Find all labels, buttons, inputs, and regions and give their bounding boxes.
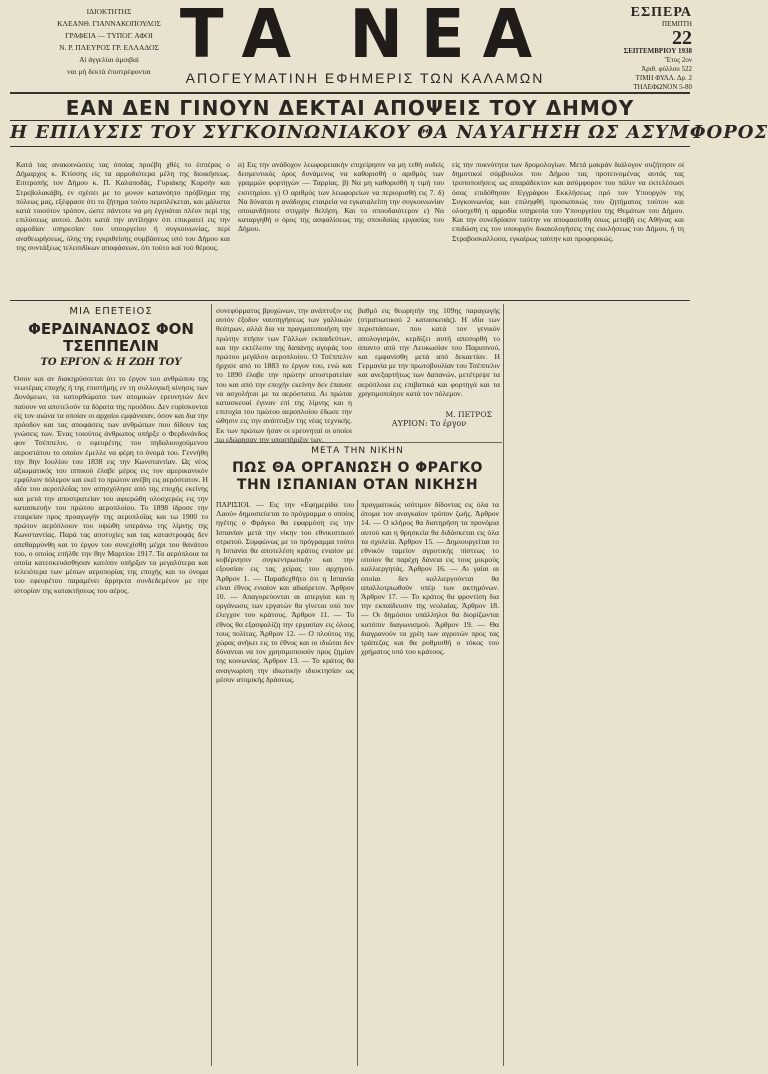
franco-kicker: ΜΕΤΑ ΤΗΝ ΝΙΚΗΝ xyxy=(311,446,404,456)
newspaper-title: ΤΑ ΝΕΑ xyxy=(179,0,551,74)
headline-rule xyxy=(10,120,690,121)
franco-column-2: πραγματικώς ισότιμον δίδοντας εις όλα τα άτομα τον αναγκαίον τρόπον ζωής. Άρθρον 14. — Ο κλήρος θα διατηρήση τα προνόμια αυτού και η θρησκεία θα διδάσκεται εις όλα τα σχολεία. Άρθρον 15. — Δημιουργείται το εθνικόν ταμείον αγροτικής πίστεως το οποίον θα παρέχη δάνεια εις τους μικρούς καλλιεργητάς. Άρθρον 16. — Αι γαίαι αι οποίαι δεν καλλιεργούνται θα απαλλοτριωθούν υπέρ των ακτημόνων. Άρθρον 17. — Το κράτος θα φροντίση δια την εκπαίδευσιν της νεολαίας. Άρθρον 18. — Οι δημόσιοι υπάλληλοι θα διορίζωνται κατόπιν διαγωνισμού. Άρθρον 19. — Θα διαγρανούν τα χρέη των αγροτών προς τας τράπεζας και θα ρυθμισθή ο τόκος του χρήματος υπό του κράτους. xyxy=(361,500,499,657)
lead-column-1: Κατά τας ανακοινώσεις τας όποίας προέβη χθές το έσπέρας ο Δήμαρχος κ. Κτίσσης είς τα αρμοδιότερα μέλη της διοικήσεως. Επιτροπής τον Δήμου κ. Π. Καλαποδάς, Γυριάκης Κορσήν και Στρεβολακάβη, εν σχέσει με το μονον κατανόητο πρόβλημα της πόλεως μας, εξέφρασε ότι το ζήτημα τούτο περιπλέκεται, και μάλιστα κατά τοιούτον τρόπον, ώστε πάντοτε να μη έγγυάται πλέον περί της επιλύσεως αυτού. Διότι κατά την αντίληψιν ότι επικρατεί εις την αρμοδίαν υπηρεσίαν του υπουργείου ή συγκοινωνίας, περί αναθεωρήσεως, όλης της εγκριθείσης συμβάσεως υπό του Δήμου και της συντάξεως τελεσιδίκων αποφάσεων, ότι τούτο καί τού θέρους. xyxy=(16,160,230,252)
owner-name: ΚΛΕΑΝΘ. ΓΙΑΝΝΑΚΟΠΟΥΛΟΣ xyxy=(57,19,161,28)
sub-headline: Η ΕΠΙΛΥΣΙΣ ΤΟΥ ΣΥΓΚΟΙΝΩΝΙΑΚΟΥ ΘΑ ΝΑΥΑΓΗΣΗ ΩΣ ΑΣΥΜΦΟΡΟΣ xyxy=(10,122,768,143)
issue-day: 22 xyxy=(672,27,692,49)
zeppelin-kicker: ΜΙΑ ΕΠΕΤΕΙΟΣ xyxy=(69,306,153,317)
weekday: ΠΕΜΠΤΗ xyxy=(662,20,692,28)
column-divider-1 xyxy=(211,304,212,1066)
zeppelin-body: Όσον και αν διακηρύσσεται ότι το έργον του ανθρώπου της νεωτέρας εποχής ή της επιστήμης εν τη συλλογική κίνησις των Δυνάμεων, τα κατορθώματα των ατομικών ερευνητών δεν παύουν να αποτελούν τα δόρατα της προόδου. Δεν ευρίσκονται είς τον αιώνα τα οποίαν οι αρχαίοι εμφάνισαν, όσον και δια την πρόοδον και τας αποφάσεις των ανθρώπων που δίδουν τας γνώσεις των. Ένας τοιούτος άνθρωπος υπήρξε ο Φερδινάνδος φον Τσέππελιν, ο εφευρέτης του πηδαλιουχούμενου αεροστάτου το οποίον έμελλε να φέρη το όνομά του. Γεννήθη την 8ην Ιουλίου του 1838 εις την Κωνσταντίαν. Ως νέος αξιωματικός του ιππικού έλαβε μέρος εις τον αμερικανικόν εμφύλιον πόλεμον και εκεί το πρώτον ανέβη εις αερόστατον. Η ιδέα του αεροπλοΐας τον απησχόλησε από της εποχής εκείνης και μετά την αποστρατείαν του αφιερώθη ολοσχερώς εις την κατασκευήν του πρώτου αεροπλοίου. Το 1898 ίδρυσε την εταιρείαν προς προαγωγήν της αεροπλοΐας και τω 1900 το πρώτον αερόπλοιον του υψώθη υπεράνω της λίμνης της Κωνσταντίας. Παρά τας αποτυχίες και τας καταστροφάς δεν απεθαρρύνθη και το έργον του συνεχίσθη μέχρι του θανάτου του, ο οποίος επήλθε την 8ην Μαρτίου 1917. Τα αερόπλοια τα οποία κατεσκευάσθησαν κατόπιν υπήρξαν τα μεγαλύτερα και τελειότερα των μέσων αεροπορίας της εποχής και το όνομα του εφευρέτου παραμένει άρρηκτα συνδεδεμένον με την ιστορίαν της κατακτήσεως του αέρος. xyxy=(14,374,208,595)
price: ΤΙΜΗ ΦΥΛΛ. Δρ. 2 xyxy=(635,74,692,82)
lead-bottom-rule xyxy=(10,300,690,301)
masthead xyxy=(0,0,700,90)
phone: ΤΗΛΕΦΩΝΟΝ 5-80 xyxy=(633,83,692,91)
lead-column-2: α) Εις την ανάδοχον λεωφορειακήν επιχείρησιν να μη τεθή ουδείς δεσμευτικός όρος δυνάμενος να καθορισθή ο αριθμός των γραμμών φορτηγών — Ταρρίας. β) Να μη καθορισθή η τιμή του εισιτηρίου. γ) Ο αριθμός των λεωφορείων να περιορισθή εις 7. δ) Να δύναται η ανάδοχος εταιρεία να εγκαταλείπη την συγκοινωνίαν οποιανδήποτε στιγμήν θελήση. Και το σπουδαιότερον ε) Να καταργηθή ο όρος της ασφαλίσεως της σπουδαίας εργασίας του Δήμου. xyxy=(238,160,444,234)
epikairon-placeholder xyxy=(507,304,685,1066)
offices-line: ΓΡΑΦΕΙΑ — ΤΥΠΟΓ. ΑΦΟΙ xyxy=(65,31,153,40)
column-divider-2 xyxy=(357,500,358,1066)
zeppelin-article xyxy=(14,304,208,1066)
zeppelin-continuation-2 xyxy=(358,306,500,438)
lead-column-3: είς την πυκνότητα των δρομολογίων. Μετά μακράν διάλογον συζήτησιν οί δημοτικοί σύμβουλοι του Δήμου τας προτεινομένας αυτάς τας τροποποιήσεις ως απαράδεκτον και ασύμφορον του πάλιν να εκτελέσωσι όσας επιδόθησαν Εγγράφου Εκκλήσεως πρό τον Υπουργόν της Συγκοινωνίας και επιληφθή προσωπικώς του ζητήματος τούτου και ολοσχεθή η αρμοδία υπηρεσία του Υπουργείου της Θεμάτων του Δήμου. Και την συνεδρίασιν ταύτην να αποφασίσθη όπως μεταβή εις Αθήνας και επιδώση εις τον υπουργόν δικαιολογήσεις της εκκλήσεως του Δήμου, ή τη Στραβοσκαλλοσα, εγκαίρως ταύτην και προφορικώς. xyxy=(452,160,684,243)
issue-number: Ἀριθ. φύλλου 522 xyxy=(641,65,692,73)
main-headline: ΕΑΝ ΔΕΝ ΓΙΝΟΥΝ ΔΕΚΤΑΙ ΑΠΟΨΕΙΣ ΤΟΥ ΔΗΜΟΥ xyxy=(65,96,635,120)
zeppelin-continuation-1: συνεφύρματος βρυχώνων, την ανάπτυξιν εις αυτόν έξοδον ναυπηγήσεως των γαλλικών θεάτρων, αλλά δια να πραγματοποιήση την πρώτην πτήσιν των Γάλλων εκπαιδεύτων, και την εκτέλεσιν της δαπάνης αγοράς του πρώτου μεγάλου αεροπλοίου. Ο Τσέππελιν ήρχισε από το 1883 το έργον του, ενώ και το 1890 έλαβε την πρώτην αποστρατείαν του και από την εποχήν εκείνην δεν έπαυσε να ασχολήται με τα αερόστατα. Αι πρώται κατασκευαί έγιναν επί της λίμνης και η επιτυχία του πρώτου αεροπλοίου έδωσε την ώθησιν εις την ανάπτυξιν της νέας τεχνικής. Εκ των πρώτων ήσαν οι ερευνηταί οι οποίοι τω εδώρησαν την υποστήριξιν των. xyxy=(216,306,352,444)
edition-label: ΕΣΠΕΡΑ xyxy=(630,5,692,20)
masthead-rule xyxy=(10,92,690,94)
notice-line-2: ναι μὴ δεκτὰ ἐπιστρέφονται xyxy=(67,67,151,76)
masthead-right-info xyxy=(542,6,692,92)
tomorrow-note: ΑΥΡΙΟΝ: Το έργον xyxy=(391,419,467,428)
article-signature: Μ. ΠΕΤΡΟΣ xyxy=(445,410,492,419)
center-article-top-rule xyxy=(214,442,502,443)
franco-column-1: ΠΑΡΙΣΙΟΙ. — Εις την «Εφημερίδα του Λαού» δημοσιεύεται το πρόγραμμα ο οποίος ηγέτης ο Φράγκο θα εφαρμόση εις την Ισπανίαν μετά την νίκην του εθνικιστικού στρατού. Συμφώνως με το πρόγραμμα τούτο η Ισπανία θα αποτελέση κράτος ενιαίον με κυβέρνησιν συγκεντρωτικήν και την εξουσίαν εις τας χείρας του αρχηγού. Άρθρον 1. — Παραδεχθήτο ότι η Ισπανία είναι έθνος ενιαίον και αδιαίρετον. Άρθρον 10. — Απαγορεύονται αι απεργίαι και η οργάνωσις των εργατών θα γίνεται υπό τον έλεγχον του κράτους. Άρθρον 11. — Το έθνος θα εξασφαλίζη την εργασίαν εις όλους τους πολίτας. Άρθρον 12. — Ο πλούτος της χώρας ανήκει εις το έθνος και οι ιδιώται δεν δύνανται να τον χρησιμοποιούν προς ζημίαν της κοινωνίας. Άρθρον 13. — Το κράτος θα αναγνωρίση την ιδιωτικήν ιδιοκτησίαν ως μέσον ατομικής δράσεως. xyxy=(216,500,354,684)
sub-headline-rule xyxy=(10,146,690,147)
zeppelin-continuation-body: βαθμό εις θεωρητήν της 109ης παραγωγής (στρατιωτικού 2 κατασκευάς). Η ιδία των περιστάσεων, που κατά τον γενικόν απολογισμόν, κερδίζει αυτή απεσυρθή το άπαντο από την Λευκωσίαν του Παρισινού, και εμφανίσθη μετά από δεκαετίαν. Η Γερμανία με την πρωτοβουλίαν του Τσέππελιν και ανεξαρτήτως των δαπανών, μετέτρεψε τα αερόπλοια εις επιβατικά και φορτηγά και τα χρησιμοποίησε κατά τον πόλεμον. xyxy=(358,306,500,398)
year-label: Ἔτος 2ον xyxy=(664,56,692,64)
owner-label: ΙΔΙΟΚΤΗΤΗΣ xyxy=(86,7,132,16)
zeppelin-subtitle: ΤΟ ΕΡΓΟΝ & Η ΖΩΗ ΤΟΥ xyxy=(40,357,182,368)
notice-line-1: Αἱ ἀγγελίαι ἀμοιβαί xyxy=(79,55,139,64)
zeppelin-title: ΦΕΡΔΙΝΑΝΔΟΣ ΦΟΝ ΤΣΕΠΠΕΛΙΝ xyxy=(28,320,194,355)
franco-title: ΠΩΣ ΘΑ ΟΡΓΑΝΩΣΗ Ο ΦΡΑΓΚΟ ΤΗΝ ΙΣΠΑΝΙΑΝ ΟΤΑΝ ΝΙΚΗΣΗ xyxy=(232,460,483,493)
address-line: Ν. Ρ. ΠΛΕΥΡΟΣ ΓΡ. ΕΛΛΑΔΟΣ xyxy=(59,43,159,52)
month-year: ΣΕΠΤΕΜΒΡΙΟΥ 1938 xyxy=(623,47,692,55)
newspaper-subtitle: ΑΠΟΓΕΥΜΑΤΙΝΗ ΕΦΗΜΕΡΙΣ ΤΩΝ ΚΑΛΑΜΩΝ xyxy=(185,70,545,86)
column-divider-3 xyxy=(503,304,504,1066)
masthead-left-info xyxy=(48,6,170,78)
